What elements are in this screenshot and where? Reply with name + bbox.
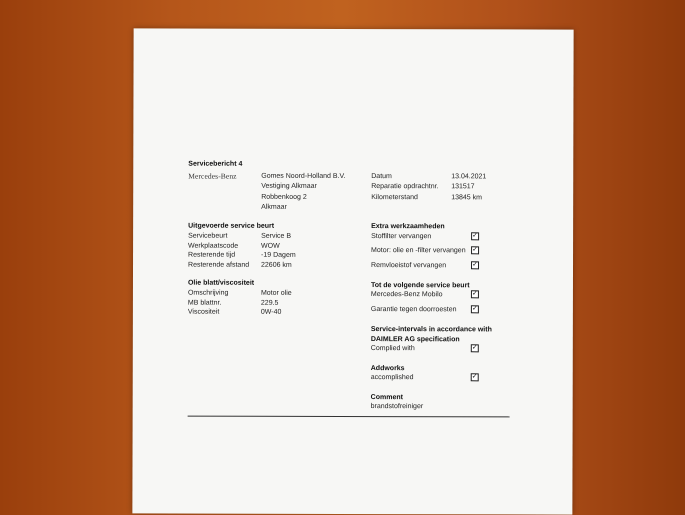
service-row-value: 22606 km xyxy=(261,261,292,269)
oil-row-value: Motor olie xyxy=(260,289,292,297)
checkbox-checked: ✓ xyxy=(471,373,478,381)
extra-work-item: Motor: olie en -filter vervangen xyxy=(371,247,466,255)
order-number-label: Reparatie opdrachtnr. xyxy=(371,183,439,191)
comment-heading: Comment xyxy=(370,394,403,402)
oil-heading: Olie blatt/viscositeit xyxy=(187,279,255,287)
mileage-label: Kilometerstand xyxy=(371,194,418,202)
service-row-label: Resterende tijd xyxy=(188,251,236,259)
next-service-item: Mercedes-Benz Mobilo xyxy=(370,291,443,299)
date-label: Datum xyxy=(371,173,392,181)
oil-row-value: 0W-40 xyxy=(260,308,282,316)
addworks-heading: Addworks xyxy=(370,365,405,373)
intervals-item: Complied with xyxy=(370,345,415,353)
checkbox-checked: ✓ xyxy=(471,344,478,352)
extra-work-item: Stoffilter vervangen xyxy=(371,233,432,241)
address-line: Alkmaar xyxy=(261,203,287,211)
address-line: Robbenkoog 2 xyxy=(261,193,307,201)
divider-line xyxy=(188,416,510,418)
order-number-value: 131517 xyxy=(451,183,475,191)
oil-row-label: Omschrijving xyxy=(187,289,229,297)
intervals-heading: Service-intervals in accordance with xyxy=(370,326,492,334)
addworks-item: accomplished xyxy=(370,374,414,382)
address-line: Gomes Noord-Holland B.V. xyxy=(261,172,346,180)
service-heading: Uitgevoerde service beurt xyxy=(188,222,275,230)
checkbox-checked: ✓ xyxy=(472,246,479,254)
service-row-label: Servicebeurt xyxy=(188,232,228,240)
service-row-label: Werkplaatscode xyxy=(188,242,239,250)
report-title: Servicebericht 4 xyxy=(188,160,243,168)
comment-text: brandstofreiniger xyxy=(370,403,424,411)
extra-work-item: Remvloeistof vervangen xyxy=(371,262,447,270)
extra-work-heading: Extra werkzaamheden xyxy=(371,223,445,231)
checkbox-checked: ✓ xyxy=(471,305,478,313)
address-line: Vestiging Alkmaar xyxy=(261,182,317,190)
service-report-page xyxy=(132,28,573,514)
oil-row-label: Viscositeit xyxy=(187,308,220,316)
checkbox-checked: ✓ xyxy=(471,290,478,298)
checkbox-checked: ✓ xyxy=(472,261,478,269)
date-value: 13.04.2021 xyxy=(451,173,487,181)
mercedes-benz-logo: Mercedes-Benz xyxy=(188,171,237,181)
oil-row-label: MB blattnr. xyxy=(187,299,222,307)
next-service-item: Garantie tegen doorroesten xyxy=(370,306,457,314)
service-row-value: WOW xyxy=(261,242,280,250)
mileage-value: 13845 km xyxy=(451,194,482,202)
service-row-label: Resterende afstand xyxy=(188,261,250,269)
next-service-heading: Tot de volgende service beurt xyxy=(370,282,470,290)
service-row-value: Service B xyxy=(261,232,292,240)
oil-row-value: 229.5 xyxy=(260,299,279,307)
service-row-value: -19 Dagem xyxy=(261,251,296,259)
checkbox-checked: ✓ xyxy=(472,232,479,240)
intervals-heading: DAIMLER AG specification xyxy=(370,336,460,344)
